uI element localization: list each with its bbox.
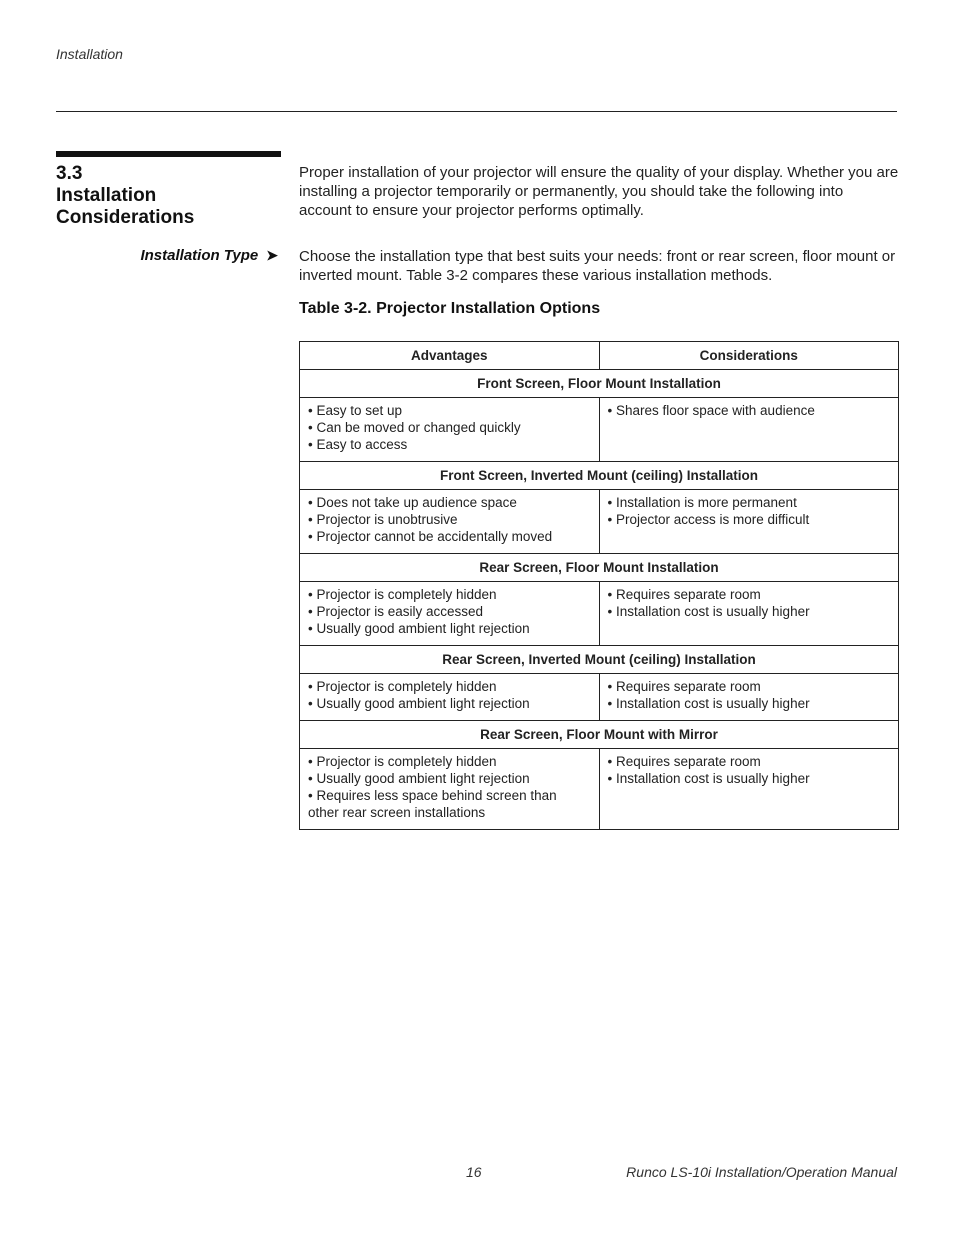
list-item: • Does not take up audience space	[308, 495, 517, 510]
advantages-cell	[300, 490, 600, 554]
table-group-row	[300, 721, 899, 749]
list-item: • Usually good ambient light rejection	[308, 696, 530, 711]
section-number: 3.3	[56, 163, 83, 184]
section-title	[56, 163, 281, 229]
advantages-cell	[300, 582, 600, 646]
list-item: • Projector is completely hidden	[308, 679, 497, 694]
group-title: Rear Screen, Floor Mount with Mirror	[300, 721, 899, 749]
group-title: Rear Screen, Inverted Mount (ceiling) Installation	[300, 646, 899, 674]
list-item: • Projector is unobtrusive	[308, 512, 458, 527]
list-item: • Easy to set up	[308, 403, 403, 418]
table-row	[300, 674, 899, 721]
list-item: • Installation cost is usually higher	[607, 771, 810, 786]
section-bar	[56, 151, 281, 157]
manual-title: Runco LS-10i Installation/Operation Manual	[626, 1164, 897, 1180]
installation-type-paragraph: Choose the installation type that best suits your needs: front or rear screen, floor mount or inverted mount. Table 3-2 compares these various installation methods.	[299, 248, 896, 284]
table-row	[300, 490, 899, 554]
considerations-cell	[599, 749, 899, 830]
installation-type-label	[56, 247, 278, 264]
advantages-cell	[300, 749, 600, 830]
header-rule	[56, 111, 897, 112]
group-title: Rear Screen, Floor Mount Installation	[300, 554, 899, 582]
list-item: • Requires separate room	[607, 587, 761, 602]
table-caption: Table 3-2. Projector Installation Options	[299, 300, 601, 317]
running-header: Installation	[56, 46, 123, 62]
header-considerations: Considerations	[599, 342, 899, 370]
list-item: • Easy to access	[308, 437, 408, 452]
intro-paragraph: Proper installation of your projector will ensure the quality of your display. Whether you are installing a projector temporarily or permanently, you should take the following into account to ensure your projector performs optimally.	[299, 164, 899, 219]
advantages-cell	[300, 674, 600, 721]
installation-type-label-text: Installation Type	[140, 247, 259, 264]
list-item: • Requires less space behind screen than	[308, 788, 557, 803]
list-item: • Shares floor space with audience	[607, 403, 815, 418]
list-item: • Projector is completely hidden	[308, 754, 497, 769]
table-header-row	[300, 342, 899, 370]
table-row	[300, 749, 899, 830]
list-item: • Requires separate room	[607, 679, 761, 694]
list-item: • Projector is easily accessed	[308, 604, 484, 619]
list-item: • Can be moved or changed quickly	[308, 420, 521, 435]
considerations-cell	[599, 398, 899, 462]
list-item: • Projector is completely hidden	[308, 587, 497, 602]
arrow-right-icon: ➤	[266, 247, 278, 263]
list-item: • Requires separate room	[607, 754, 761, 769]
section-title-line1: Installation	[56, 185, 157, 206]
table-group-row	[300, 554, 899, 582]
list-item: • Projector access is more difficult	[607, 512, 810, 527]
advantages-cell	[300, 398, 600, 462]
considerations-cell	[599, 490, 899, 554]
group-title: Front Screen, Inverted Mount (ceiling) Installation	[300, 462, 899, 490]
list-item: • Installation cost is usually higher	[607, 604, 810, 619]
page-number: 16	[466, 1164, 482, 1180]
table-body	[300, 370, 899, 830]
table-row	[300, 398, 899, 462]
list-item: other rear screen installations	[308, 805, 486, 820]
table-row	[300, 582, 899, 646]
section-title-line2: Considerations	[56, 207, 195, 228]
list-item: • Usually good ambient light rejection	[308, 771, 530, 786]
considerations-cell	[599, 674, 899, 721]
group-title: Front Screen, Floor Mount Installation	[300, 370, 899, 398]
table-group-row	[300, 646, 899, 674]
header-advantages: Advantages	[300, 342, 600, 370]
table-group-row	[300, 462, 899, 490]
installation-options-table	[299, 341, 899, 830]
list-item: • Installation is more permanent	[607, 495, 797, 510]
table-group-row	[300, 370, 899, 398]
considerations-cell	[599, 582, 899, 646]
list-item: • Installation cost is usually higher	[607, 696, 810, 711]
list-item: • Usually good ambient light rejection	[308, 621, 530, 636]
list-item: • Projector cannot be accidentally moved	[308, 529, 553, 544]
